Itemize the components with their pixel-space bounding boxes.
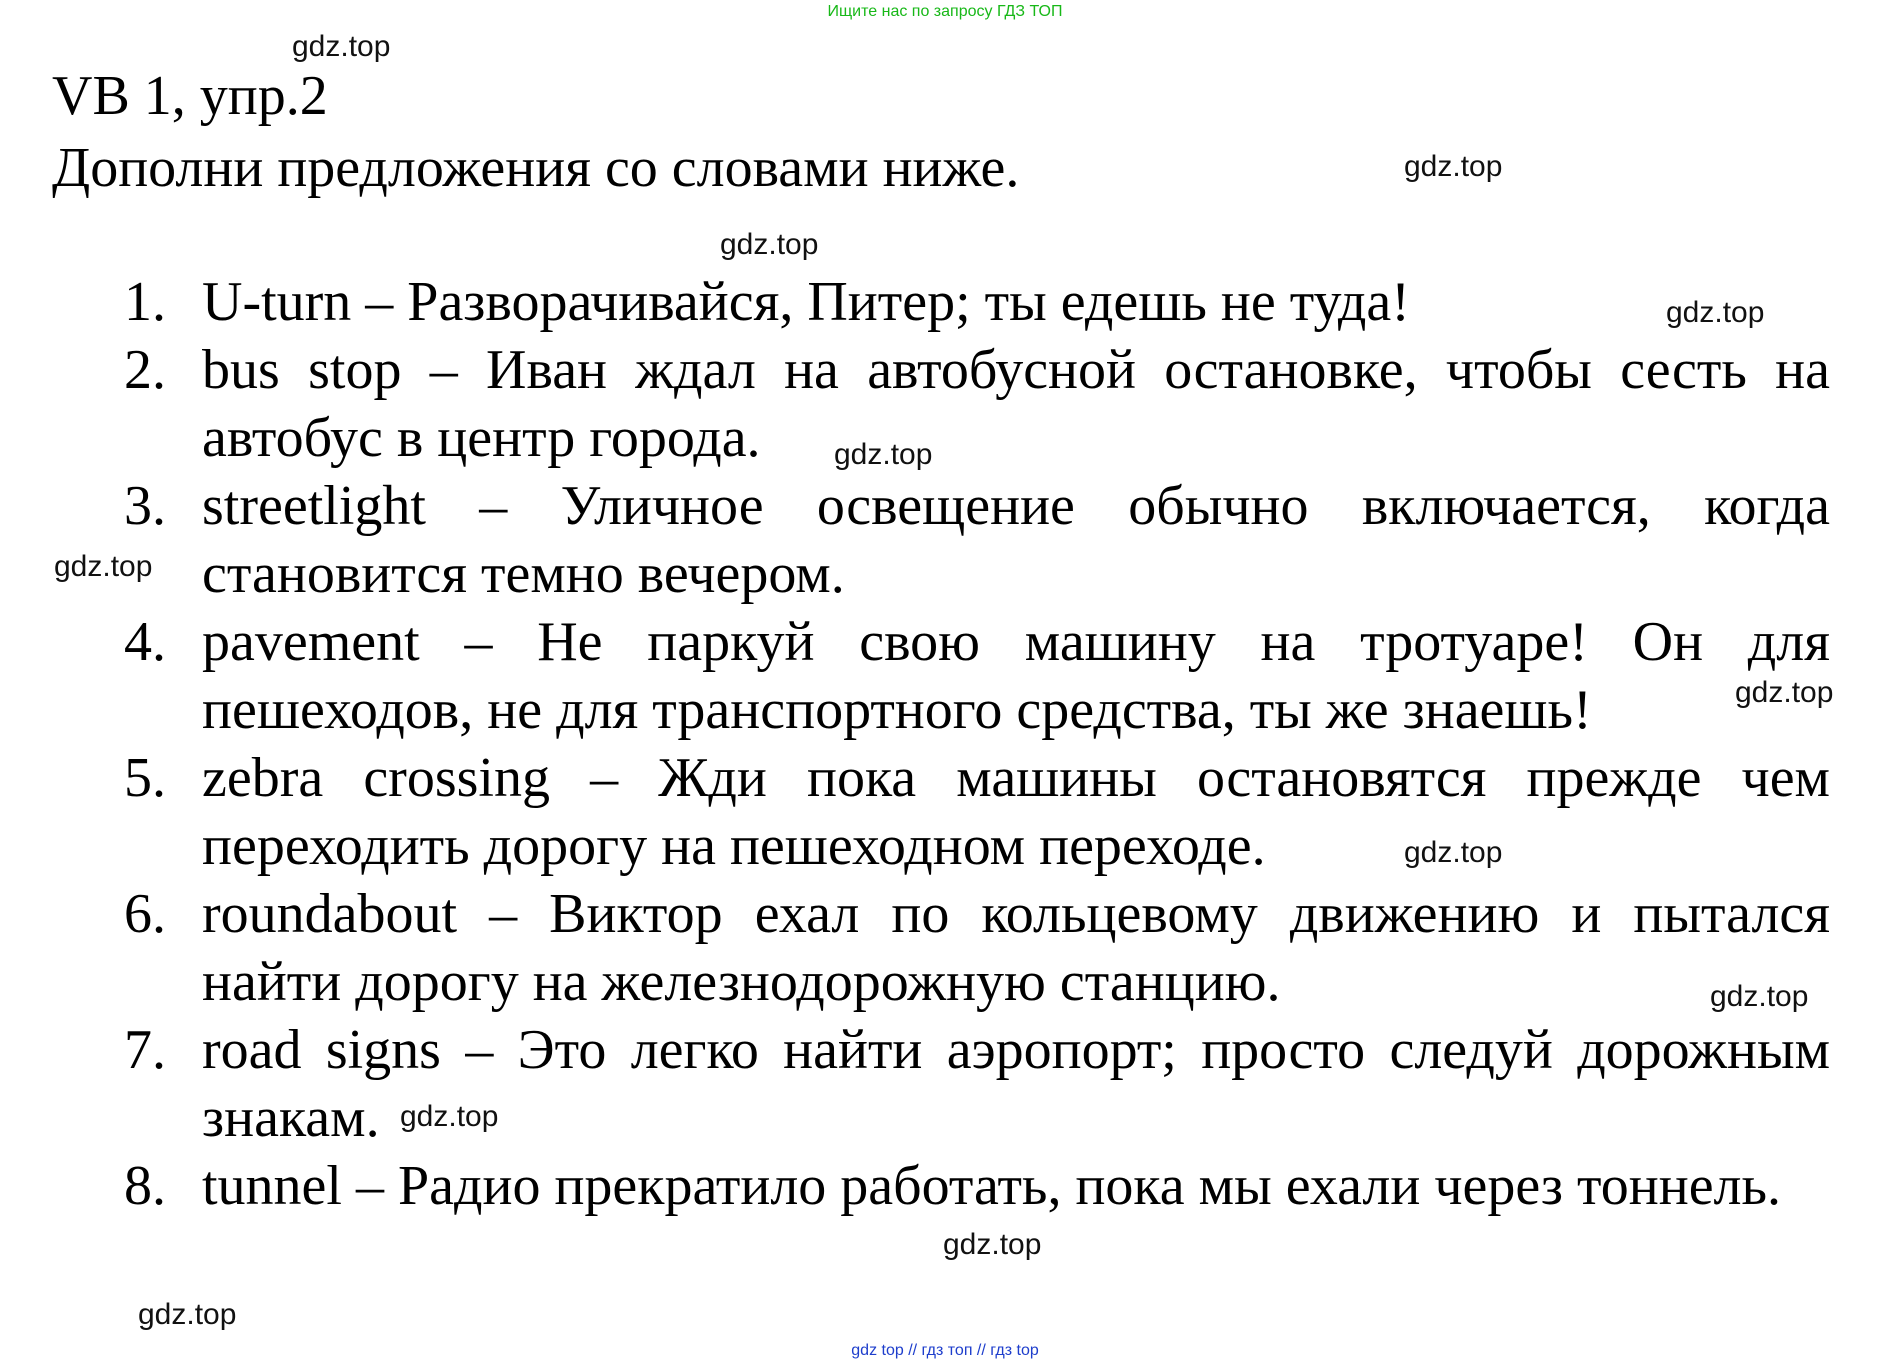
item-translation: Разворачивайся, Питер; ты едешь не туда!	[407, 271, 1410, 333]
item-number: 4.	[124, 611, 166, 673]
item-term: tunnel	[202, 1155, 342, 1217]
item-number: 8.	[124, 1155, 166, 1217]
item-number: 5.	[124, 747, 166, 809]
list-item	[202, 336, 1830, 472]
list-item	[202, 744, 1830, 880]
list-item	[202, 880, 1830, 1016]
item-number: 1.	[124, 271, 166, 333]
watermark: gdz.top	[400, 1100, 499, 1133]
watermark: gdz.top	[54, 550, 153, 583]
item-translation: Виктор ехал по кольцевому движению и пытался найти дорогу на железнодорожную станцию.	[202, 883, 1830, 1013]
watermark: gdz.top	[1404, 836, 1503, 869]
item-number: 2.	[124, 339, 166, 401]
item-separator: –	[425, 475, 561, 537]
item-translation: Жди пока машины остановятся прежде чем переходить дорогу на пешеходном переходе.	[202, 747, 1830, 877]
item-term: roundabout	[202, 883, 458, 945]
task-instruction: Дополни предложения со словами ниже.	[52, 137, 1020, 199]
list-item	[202, 268, 1830, 336]
list-item	[202, 608, 1830, 744]
item-translation: Уличное освещение обычно включается, когда становится темно вечером.	[202, 475, 1830, 605]
item-translation: Иван ждал на автобусной остановке, чтобы сесть на автобус в центр города.	[202, 339, 1830, 469]
item-term: streetlight	[202, 475, 426, 537]
item-separator: –	[419, 611, 538, 673]
item-separator: –	[401, 339, 487, 401]
watermark: gdz.top	[1735, 676, 1834, 709]
watermark: gdz.top	[1404, 150, 1503, 183]
item-number: 6.	[124, 883, 166, 945]
item-separator: –	[549, 747, 659, 809]
item-separator: –	[341, 1155, 398, 1217]
watermark: gdz.top	[834, 438, 933, 471]
bottom-banner: gdz top // гдз топ // гдз top	[851, 1342, 1039, 1359]
item-term: U-turn	[202, 271, 352, 333]
list-item	[202, 1152, 1830, 1220]
item-number: 7.	[124, 1019, 166, 1081]
item-term: road signs	[202, 1019, 441, 1081]
watermark: gdz.top	[138, 1298, 237, 1331]
item-term: pavement	[202, 611, 420, 673]
item-term: bus stop	[202, 339, 402, 401]
item-separator: –	[440, 1019, 518, 1081]
item-separator: –	[351, 271, 408, 333]
watermark: gdz.top	[943, 1228, 1042, 1261]
item-translation: Радио прекратило работать, пока мы ехали через тоннель.	[397, 1155, 1782, 1217]
watermark: gdz.top	[720, 228, 819, 261]
top-banner: Ищите нас по запросу ГДЗ ТОП	[827, 3, 1063, 20]
list-item	[202, 472, 1830, 608]
item-translation: Это легко найти аэропорт; просто следуй дорожным знакам.	[202, 1019, 1831, 1149]
watermark: gdz.top	[1666, 296, 1765, 329]
item-separator: –	[457, 883, 550, 945]
item-translation: Не паркуй свою машину на тротуаре! Он для пешеходов, не для транспортного средства, ты же знаешь!	[202, 611, 1830, 741]
item-number: 3.	[124, 475, 166, 537]
watermark: gdz.top	[1710, 980, 1809, 1013]
watermark: gdz.top	[292, 30, 391, 63]
page-title: VB 1, упр.2	[52, 65, 328, 127]
item-term: zebra crossing	[202, 747, 550, 809]
